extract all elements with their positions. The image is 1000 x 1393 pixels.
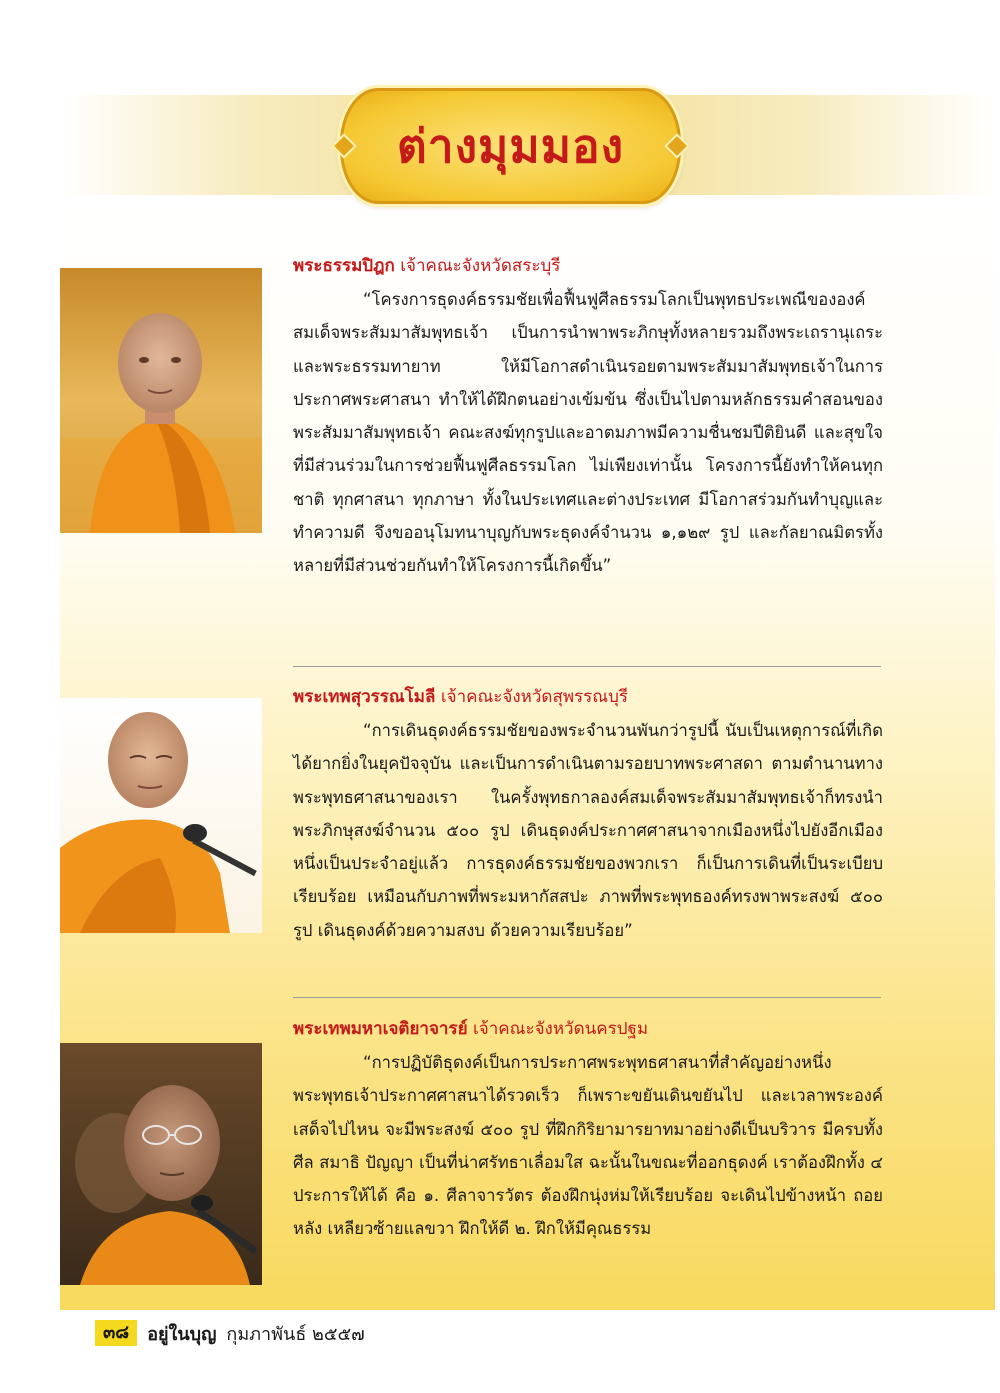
section-divider: [293, 997, 881, 998]
speaker-quote: “โครงการธุดงค์ธรรมชัยเพื่อฟื้นฟูศีลธรรมโลกเป็นพุทธประเพณีขององค์สมเด็จพระสัมมาสัมพุทธเจ้า เป็นการนำพาพระภิกษุทั้งหลายรวมถึงพระเถรานุเถระและพระธรรมทายาท ให้มีโอกาสดำเนินรอยตามพระสัมมาสัมพุทธเจ้าในการประกาศพระศาสนา ทำให้ได้ฝึกตนอย่างเข้มข้น ซึ่งเป็นไปตามหลักธรรมคำสอนของพระสัมมาสัมพุทธเจ้า คณะสงฆ์ทุกรูปและอาตมภาพมีความชื่นชมปีติยินดี และสุขใจ ที่มีส่วนร่วมในการช่วยฟื้นฟูศีลธรรมโลก ไม่เพียงเท่านั้น โครงการนี้ยังทำให้คนทุกชาติ ทุกศาสนา ทุกภาษา ทั้งในประเทศและต่างประเทศ มีโอกาสร่วมกันทำบุญและทำความดี จึงขออนุโมทนาบุญกับพระธุดงค์จำนวน ๑,๑๒๙ รูป และกัลยาณมิตรทั้งหลายที่มีส่วนช่วยกันทำให้โครงการนี้เกิดขึ้น”: [293, 290, 883, 576]
speaker-role: เจ้าคณะจังหวัดสระบุรี: [400, 256, 561, 276]
page-title: ต่างมุมมอง: [396, 118, 625, 173]
interview-section-2: [293, 684, 883, 947]
page-number: ๓๘: [95, 1320, 137, 1346]
monk-photo-2: [60, 698, 262, 933]
publication-name: อยู่ในบุญ: [147, 1323, 217, 1345]
speaker-heading: [293, 253, 883, 279]
speaker-quote: “การปฏิบัติธุดงค์เป็นการประกาศพระพุทธศาสนาที่สำคัญอย่างหนึ่ง พระพุทธเจ้าประกาศศาสนาได้รวดเร็ว ก็เพราะขยันเดินขยันไป และเวลาพระองค์เสด็จไปไหน จะมีพระสงฆ์ ๕๐๐ รูป ที่ฝึกกิริยามารยาทมาอย่างดีเป็นบริวาร มีครบทั้งศีล สมาธิ ปัญญา เป็นที่น่าศรัทธาเลื่อมใส ฉะนั้นในขณะที่ออกธุดงค์ เราต้องฝึกทั้ง ๔ ประการให้ได้ คือ ๑. ศีลาจารวัตร ต้องฝึกนุ่งห่มให้เรียบร้อย จะเดินไปข้างหน้า ถอยหลัง เหลียวซ้ายแลขวา ฝึกให้ดี ๒. ฝึกให้มีคุณธรรม: [293, 1053, 883, 1239]
issue-date: กุมภาพันธ์ ๒๕๕๗: [226, 1323, 365, 1345]
speaker-role: เจ้าคณะจังหวัดสุพรรณบุรี: [440, 687, 628, 707]
speaker-quote: “การเดินธุดงค์ธรรมชัยของพระจำนวนพันกว่ารูปนี้ นับเป็นเหตุการณ์ที่เกิดได้ยากยิ่งในยุคปัจจุบัน และเป็นการดำเนินตามรอยบาทพระศาสดา ตามตำนานทางพระพุทธศาสนาของเรา ในครั้งพุทธกาลองค์สมเด็จพระสัมมาสัมพุทธเจ้าก็ทรงนำพระภิกษุสงฆ์จำนวน ๕๐๐ รูป เดินธุดงค์ประกาศศาสนาจากเมืองหนึ่งไปยังอีกเมืองหนึ่งเป็นประจำอยู่แล้ว การธุดงค์ธรรมชัยของพวกเรา ก็เป็นการเดินที่เป็นระเบียบเรียบร้อย เหมือนกับภาพที่พระมหากัสสปะ ภาพที่พระพุทธองค์ทรงพาพระสงฆ์ ๕๐๐ รูป เดินธุดงค์ด้วยความสงบ ด้วยความเรียบร้อย”: [293, 721, 883, 940]
section-divider: [293, 666, 881, 667]
interview-section-3: [293, 1016, 883, 1246]
speaker-name: พระเทพมหาเจติยาจารย์: [293, 1019, 468, 1039]
page-footer: [95, 1318, 365, 1348]
speaker-name: พระธรรมปิฎก: [293, 256, 395, 276]
speaker-heading: [293, 684, 883, 710]
interview-section-1: [293, 253, 883, 583]
monk-photo-3: [60, 1043, 262, 1285]
title-banner: [340, 88, 681, 204]
monk-photo-1: [60, 268, 262, 533]
speaker-name: พระเทพสุวรรณโมลี: [293, 687, 436, 707]
speaker-role: เจ้าคณะจังหวัดนครปฐม: [472, 1019, 649, 1039]
speaker-heading: [293, 1016, 883, 1042]
